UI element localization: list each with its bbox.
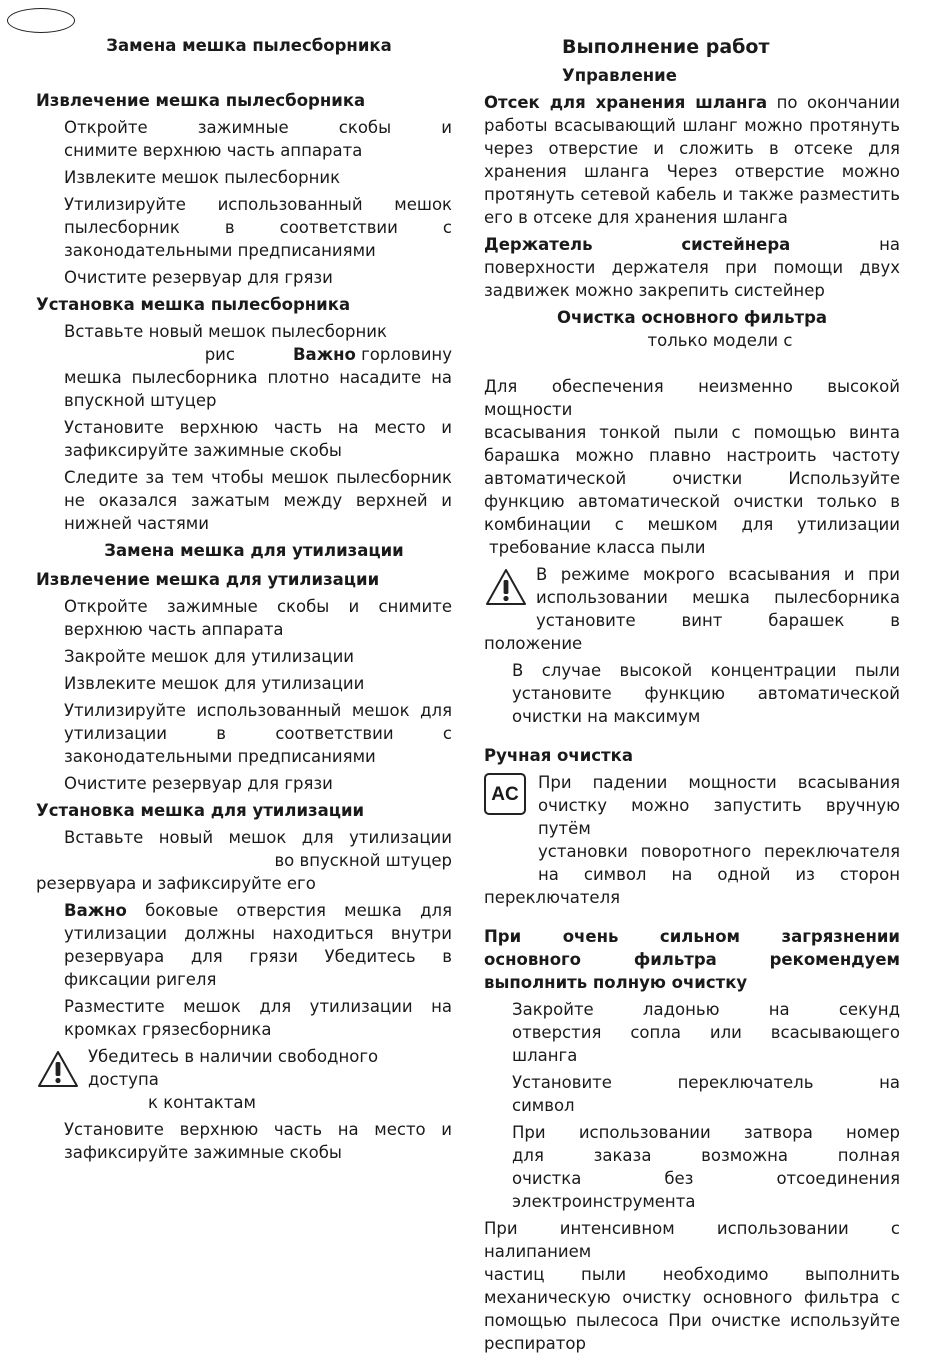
warning-triangle-icon	[36, 1049, 80, 1089]
text-line: мешка пылесборника плотно насадите на	[64, 368, 452, 387]
text-line: использовании мешка пылесборника	[536, 588, 900, 607]
text-line: В режиме мокрого всасывания и при	[536, 565, 900, 584]
step-set-switch	[512, 1071, 900, 1117]
text-line: снимите верхнюю часть аппарата	[64, 141, 363, 160]
important-label: Важно	[64, 901, 127, 920]
para-systainer-holder	[484, 233, 900, 302]
text-line: резервуара для грязи Убедитесь в	[64, 947, 452, 966]
models-note: только модели с	[647, 331, 793, 350]
step-important-side-holes	[64, 899, 452, 991]
text-line: При падении мощности всасывания	[538, 773, 900, 792]
text-line: Установите верхнюю часть на место и	[64, 1120, 452, 1139]
text-line: законодательными предписаниями	[64, 241, 376, 260]
systainer-label: систейнера	[681, 235, 791, 254]
step-place-bag	[64, 995, 452, 1041]
text-fragment: боковые отверстия мешка для	[145, 901, 453, 920]
step-close-bag: Закройте мешок для утилизации	[64, 647, 355, 666]
text-line: законодательными предписаниями	[64, 747, 376, 766]
text-line: респиратор	[484, 1334, 586, 1353]
text-line: для заказа возможна полная	[512, 1146, 900, 1165]
text-line	[64, 343, 452, 366]
text-line: положение	[484, 634, 583, 653]
text-line: Откройте зажимные скобы и снимите	[64, 597, 452, 616]
step-cover-nozzle	[512, 998, 900, 1067]
text-line: механическую очистку основного фильтра с	[484, 1288, 900, 1307]
text-line: Установите верхнюю часть на место и	[64, 418, 452, 437]
text-line: резервуара и зафиксируйте его	[36, 874, 316, 893]
text-line: При интенсивном использовании с налипанием	[484, 1219, 900, 1261]
left-column	[36, 30, 452, 1168]
ac-label: AC	[491, 783, 519, 805]
heading-remove-disposal-bag: Извлечение мешка для утилизации	[36, 570, 380, 589]
para-manual-cleaning	[484, 771, 900, 909]
text-line: установки поворотного переключателя	[538, 842, 900, 861]
text-line: функцию автоматической очистки только в	[484, 492, 900, 511]
step-dispose-disposal-bag	[64, 699, 452, 768]
step-use-shutter	[512, 1121, 900, 1213]
text-line: Утилизируйте использованный мешок	[64, 195, 452, 214]
section-title-operation: Выполнение работ	[562, 36, 770, 58]
ac-symbol-icon	[484, 773, 526, 815]
step-clean-tank-2: Очистите резервуар для грязи	[64, 774, 333, 793]
text-line: нижней частями	[64, 514, 209, 533]
text-line: во впускной штуцер	[274, 851, 452, 870]
step-install-top	[64, 416, 452, 462]
text-line: Следите за тем чтобы мешок пылесборник	[64, 468, 452, 487]
text-line: переключателя	[484, 888, 621, 907]
text-line: Установите переключатель на	[512, 1073, 900, 1092]
text-fragment: горловину	[361, 345, 452, 364]
text-line: основного фильтра рекомендуем	[484, 950, 900, 969]
heading-remove-dust-bag: Извлечение мешка пылесборника	[36, 91, 366, 110]
text-line: поверхности держателя при помощи двух	[484, 258, 900, 277]
para-auto-cleaning	[484, 375, 900, 559]
text-line: работы всасывающий шланг можно протянуть	[484, 116, 900, 135]
section-title-disposal-bag: Замена мешка для утилизации	[104, 541, 404, 560]
text-line: хранения шланга Через отверстие можно	[484, 162, 900, 181]
warning-triangle-icon	[484, 567, 528, 607]
text-line	[484, 91, 900, 114]
text-line: В случае высокой концентрации пыли	[512, 661, 900, 680]
step-check-bag	[64, 466, 452, 535]
step-open-clamps	[64, 116, 452, 162]
heading-main-filter-cleaning: Очистка основного фильтра	[556, 308, 828, 327]
step-install-top-2	[64, 1118, 452, 1164]
text-line: задвижек можно закрепить систейнер	[484, 281, 825, 300]
text-fragment: на	[879, 235, 901, 254]
text-line: утилизации в соответствии с	[64, 724, 452, 743]
text-line: протянуть сетевой кабель и также разместить	[484, 185, 900, 204]
step-open-clamps-2	[64, 595, 452, 641]
para-hose-storage	[484, 91, 900, 229]
step-remove-disposal-bag: Извлеките мешок для утилизации	[64, 674, 365, 693]
text-line: к контактам	[148, 1093, 256, 1112]
text-line: установите винт барашек в	[536, 611, 900, 630]
text-line: требование класса пыли	[489, 538, 706, 557]
text-line: фиксации ригеля	[64, 970, 217, 989]
text-line: Разместите мешок для утилизации на	[64, 997, 452, 1016]
text-line: автоматической очистки Используйте	[484, 469, 900, 488]
text-line: комбинации с мешком для утилизации	[484, 515, 900, 534]
figure-ref: рис	[204, 345, 235, 364]
text-line: шланга	[512, 1046, 578, 1065]
text-line: Закройте ладонью на секунд	[512, 1000, 900, 1019]
important-label: Важно	[292, 345, 356, 364]
warning-contacts	[36, 1045, 452, 1114]
text-line: на символ на одной из сторон	[538, 865, 900, 884]
text-line: Откройте зажимные скобы и	[64, 118, 452, 137]
step-insert-new-bag	[64, 320, 452, 412]
text-line: зафиксируйте зажимные скобы	[64, 1143, 342, 1162]
text-fragment: по окончании	[776, 93, 900, 112]
text-line: помощью пылесоса При очистке используйте	[484, 1311, 900, 1330]
text-line: символ	[512, 1096, 575, 1115]
text-line: электроинструмента	[512, 1192, 696, 1211]
text-line: При использовании затвора номер	[512, 1123, 900, 1142]
step-clean-tank: Очистите резервуар для грязи	[64, 268, 333, 287]
text-line: верхнюю часть аппарата	[64, 620, 284, 639]
para-high-dust	[512, 659, 900, 728]
text-line: Вставьте новый мешок для утилизации	[64, 828, 452, 847]
text-line: всасывания тонкой пыли с помощью винта	[484, 423, 900, 442]
text-line: Вставьте новый мешок пылесборник	[64, 322, 387, 341]
holder-label: Держатель	[484, 235, 593, 254]
text-line: через отверстие и сложить в отсеке для	[484, 139, 900, 158]
text-line: его в отсеке для хранения шланга	[484, 208, 788, 227]
text-line: пылесборник в соответствии с	[64, 218, 452, 237]
text-line: выполнить полную очистку	[484, 973, 748, 992]
text-line: Утилизируйте использованный мешок для	[64, 701, 452, 720]
section-title-dust-bag: Замена мешка пылесборника	[106, 36, 392, 55]
text-line: очистки на максимум	[512, 707, 701, 726]
hose-storage-label: Отсек для хранения шланга	[484, 93, 768, 112]
text-line: не оказался зажатым между верхней и	[64, 491, 452, 510]
text-line: установите функцию автоматической	[512, 684, 900, 703]
step-remove-bag: Извлеките мешок пылесборник	[64, 168, 341, 187]
text-line: кромках грязесборника	[64, 1020, 272, 1039]
heading-full-cleaning	[484, 925, 900, 994]
text-line: утилизации должны находиться внутри	[64, 924, 452, 943]
step-insert-disposal-bag	[36, 826, 452, 895]
text-line: впускной штуцер	[64, 391, 217, 410]
warning-wet-vacuum	[484, 563, 900, 655]
subtitle-control: Управление	[562, 66, 677, 85]
heading-install-disposal-bag: Установка мешка для утилизации	[36, 801, 365, 820]
text-line: частиц пыли необходимо выполнить	[484, 1265, 900, 1284]
text-line: очистку можно запустить вручную путём	[538, 796, 900, 838]
heading-manual-cleaning: Ручная очистка	[484, 746, 633, 765]
text-line: Убедитесь в наличии свободного доступа	[88, 1047, 379, 1089]
text-line: При очень сильном загрязнении	[484, 927, 900, 946]
text-line: очистка без отсоединения	[512, 1169, 900, 1188]
text-line: зафиксируйте зажимные скобы	[64, 441, 342, 460]
text-line: отверстия сопла или всасывающего	[512, 1023, 900, 1042]
step-dispose-bag	[64, 193, 452, 262]
para-mechanical-cleaning	[484, 1217, 900, 1355]
text-line	[484, 233, 900, 256]
text-line: Для обеспечения неизменно высокой мощности	[484, 377, 900, 419]
text-line	[64, 899, 452, 922]
heading-install-dust-bag: Установка мешка пылесборника	[36, 295, 351, 314]
right-column	[484, 30, 900, 1359]
text-line: барашка можно плавно настроить частоту	[484, 446, 900, 465]
